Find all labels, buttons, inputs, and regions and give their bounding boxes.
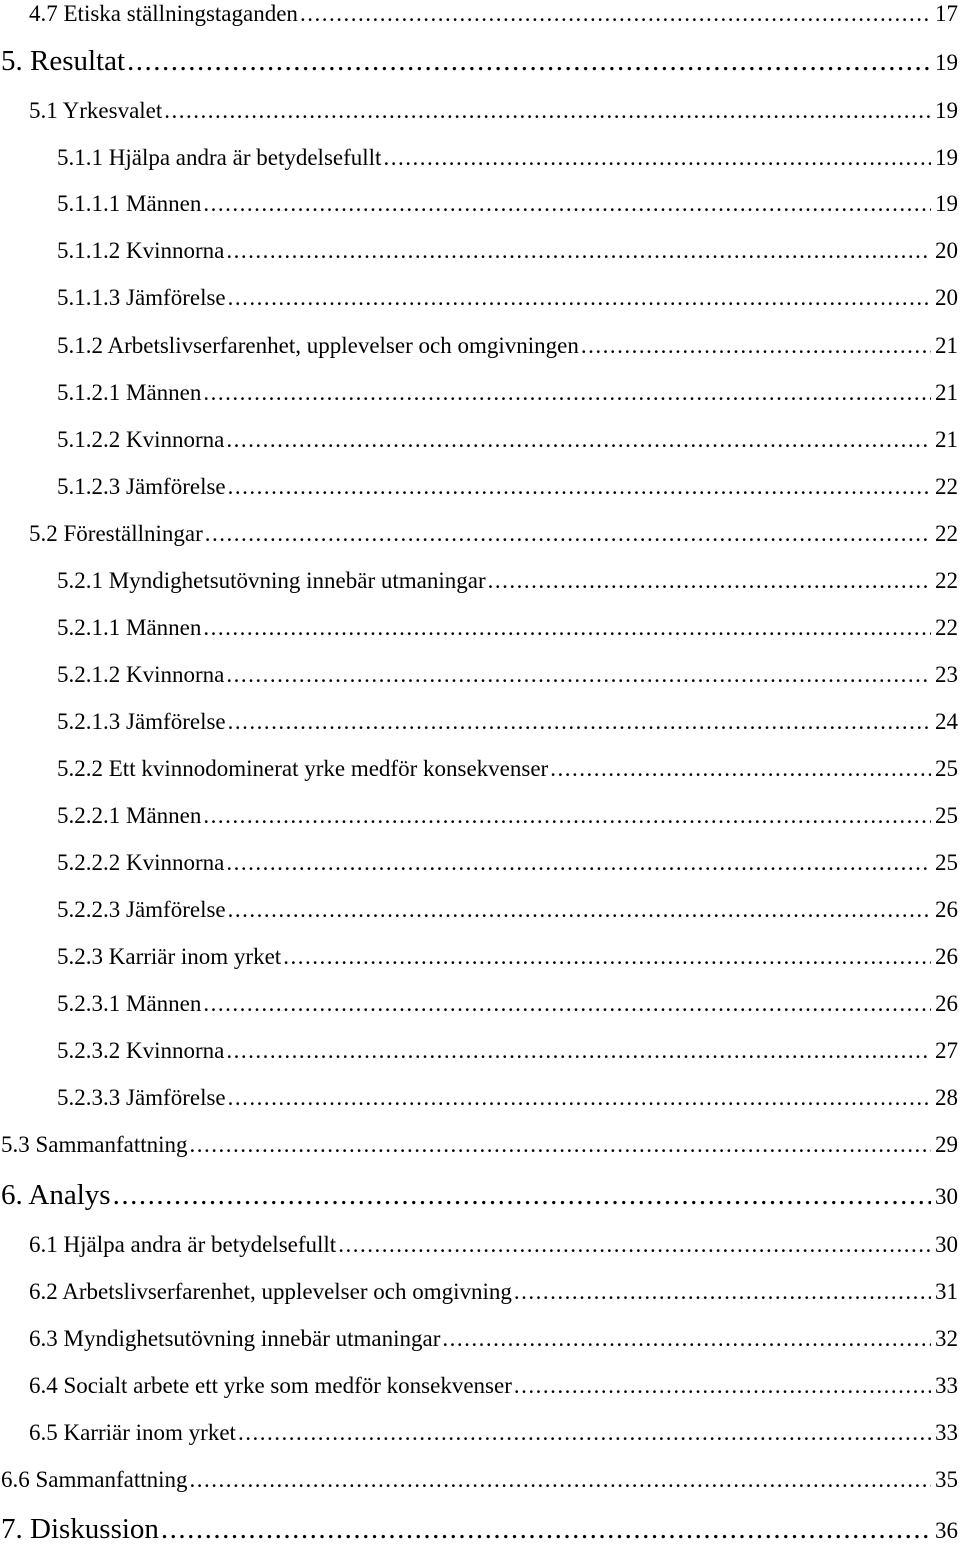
- dot-leader: [228, 284, 931, 312]
- toc-entry-page: 30: [935, 1184, 958, 1209]
- toc-entry[interactable]: [57, 614, 958, 642]
- toc-entry-page: 19: [935, 98, 958, 123]
- toc-entry-label: 5.2.3.1 Männen: [57, 991, 202, 1016]
- toc-entry[interactable]: [57, 661, 958, 689]
- toc-entry[interactable]: [29, 97, 958, 125]
- toc-entry-page: 25: [935, 756, 958, 781]
- dot-leader: [338, 1231, 931, 1259]
- dot-leader: [514, 1278, 931, 1306]
- toc-entry[interactable]: [57, 237, 958, 265]
- dot-leader: [228, 473, 931, 501]
- toc-entry-label: 6.4 Socialt arbete ett yrke som medför konsekvenser: [29, 1373, 512, 1398]
- toc-entry[interactable]: [57, 379, 958, 407]
- dot-leader: [226, 849, 931, 877]
- toc-entry-label: 5.2.2.2 Kvinnorna: [57, 850, 225, 875]
- toc-entry[interactable]: [1, 1466, 958, 1494]
- toc-entry-label: 6.5 Karriär inom yrket: [29, 1420, 236, 1445]
- toc-entry-page: 21: [935, 380, 958, 405]
- toc-entry-label: 5.1.2.3 Jämförelse: [57, 474, 226, 499]
- toc-entry-label: 6.2 Arbetslivserfarenhet, upplevelser och omgivning: [29, 1279, 512, 1304]
- dot-leader: [203, 379, 931, 407]
- toc-chapter-entry[interactable]: [1, 44, 958, 80]
- dot-leader: [300, 0, 931, 28]
- toc-entry-label: 5.2 Föreställningar: [29, 521, 203, 546]
- dot-leader: [550, 755, 931, 783]
- toc-entry[interactable]: [57, 802, 958, 830]
- dot-leader: [581, 332, 931, 360]
- toc-entry[interactable]: [57, 284, 958, 312]
- toc-entry-page: 26: [935, 991, 958, 1016]
- dot-leader: [127, 44, 931, 78]
- dot-leader: [383, 144, 931, 172]
- dot-leader: [203, 802, 931, 830]
- dot-leader: [113, 1178, 931, 1212]
- toc-entry[interactable]: [57, 426, 958, 454]
- toc-entry-label: 5.2.1.1 Männen: [57, 615, 202, 640]
- dot-leader: [190, 1131, 931, 1159]
- toc-entry-page: 21: [935, 333, 958, 358]
- toc-entry[interactable]: [1, 1131, 958, 1159]
- toc-entry-label: 6.1 Hjälpa andra är betydelsefullt: [29, 1232, 337, 1257]
- toc-entry-page: 31: [935, 1279, 958, 1304]
- toc-entry-label: 5. Resultat: [1, 45, 126, 77]
- dot-leader: [161, 1512, 931, 1546]
- toc-entry-label: 5.2.1 Myndighetsutövning innebär utmaningar: [57, 568, 486, 593]
- toc-entry[interactable]: [57, 943, 958, 971]
- toc-entry-label: 6.6 Sammanfattning: [1, 1467, 188, 1492]
- toc-entry-label: 5.2.3 Karriär inom yrket: [57, 944, 282, 969]
- toc-entry[interactable]: [29, 0, 958, 28]
- dot-leader: [226, 237, 931, 265]
- toc-entry-label: 5.1 Yrkesvalet: [29, 98, 163, 123]
- toc-entry-page: 29: [935, 1132, 958, 1157]
- toc-entry[interactable]: [57, 473, 958, 501]
- toc-entry-page: 22: [935, 474, 958, 499]
- dot-leader: [164, 97, 931, 125]
- toc-entry[interactable]: [29, 1325, 958, 1353]
- toc-entry-label: 6. Analys: [1, 1179, 111, 1211]
- toc-entry-page: 23: [935, 662, 958, 687]
- dot-leader: [238, 1419, 931, 1447]
- toc-entry-page: 19: [935, 191, 958, 216]
- toc-entry[interactable]: [57, 990, 958, 1018]
- toc-entry[interactable]: [57, 849, 958, 877]
- toc-entry-page: 25: [935, 850, 958, 875]
- toc-entry-page: 28: [935, 1085, 958, 1110]
- dot-leader: [226, 426, 931, 454]
- dot-leader: [203, 190, 931, 218]
- toc-entry-label: 5.1.1.2 Kvinnorna: [57, 238, 225, 263]
- toc-chapter-entry[interactable]: [1, 1512, 958, 1548]
- dot-leader: [203, 990, 931, 1018]
- toc-entry-page: 21: [935, 427, 958, 452]
- toc-entry-page: 26: [935, 897, 958, 922]
- dot-leader: [226, 1037, 931, 1065]
- toc-entry[interactable]: [57, 755, 958, 783]
- toc-entry-label: 7. Diskussion: [1, 1513, 159, 1545]
- toc-entry-page: 20: [935, 238, 958, 263]
- toc-entry[interactable]: [29, 1372, 958, 1400]
- toc-entry-label: 5.2.1.3 Jämförelse: [57, 709, 226, 734]
- toc-entry[interactable]: [57, 332, 958, 360]
- toc-entry[interactable]: [57, 1084, 958, 1112]
- toc-entry-page: 22: [935, 568, 958, 593]
- dot-leader: [228, 1084, 931, 1112]
- toc-entry[interactable]: [57, 1037, 958, 1065]
- toc-entry[interactable]: [29, 520, 958, 548]
- toc-entry-page: 33: [935, 1420, 958, 1445]
- dot-leader: [205, 520, 931, 548]
- toc-entry-label: 5.2.3.3 Jämförelse: [57, 1085, 226, 1110]
- toc-entry[interactable]: [57, 190, 958, 218]
- toc-entry-page: 26: [935, 944, 958, 969]
- toc-entry[interactable]: [57, 144, 958, 172]
- dot-leader: [203, 614, 931, 642]
- toc-entry-page: 27: [935, 1038, 958, 1063]
- toc-entry-label: 5.2.2.1 Männen: [57, 803, 202, 828]
- toc-entry-page: 36: [935, 1518, 958, 1543]
- toc-entry[interactable]: [57, 896, 958, 924]
- toc-entry-label: 5.2.2.3 Jämförelse: [57, 897, 226, 922]
- toc-entry-label: 5.1.1 Hjälpa andra är betydelsefullt: [57, 145, 382, 170]
- dot-leader: [226, 661, 931, 689]
- dot-leader: [228, 896, 931, 924]
- dot-leader: [190, 1466, 931, 1494]
- toc-entry-page: 35: [935, 1467, 958, 1492]
- toc-entry-label: 5.1.2 Arbetslivserfarenhet, upplevelser och omgivningen: [57, 333, 579, 358]
- toc-entry-label: 5.1.1.3 Jämförelse: [57, 285, 226, 310]
- toc-entry[interactable]: [29, 1278, 958, 1306]
- toc-entry-label: 5.2.2 Ett kvinnodominerat yrke medför konsekvenser: [57, 756, 549, 781]
- dot-leader: [514, 1372, 931, 1400]
- dot-leader: [488, 567, 931, 595]
- toc-entry-page: 19: [935, 145, 958, 170]
- toc-entry[interactable]: [57, 567, 958, 595]
- toc-entry[interactable]: [57, 708, 958, 736]
- toc-entry-page: 19: [935, 50, 958, 75]
- toc-entry-label: 6.3 Myndighetsutövning innebär utmaningar: [29, 1326, 441, 1351]
- toc-entry-page: 32: [935, 1326, 958, 1351]
- toc-entry-label: 5.1.2.2 Kvinnorna: [57, 427, 225, 452]
- toc-entry-label: 4.7 Etiska ställningstaganden: [29, 1, 298, 26]
- toc-entry-page: 17: [935, 1, 958, 26]
- toc-entry-label: 5.2.1.2 Kvinnorna: [57, 662, 225, 687]
- toc-entry-page: 24: [935, 709, 958, 734]
- toc-entry-label: 5.3 Sammanfattning: [1, 1132, 188, 1157]
- toc-entry-page: 25: [935, 803, 958, 828]
- toc-entry-page: 22: [935, 521, 958, 546]
- toc-entry-label: 5.2.3.2 Kvinnorna: [57, 1038, 225, 1063]
- toc-entry-page: 20: [935, 285, 958, 310]
- dot-leader: [442, 1325, 931, 1353]
- dot-leader: [228, 708, 931, 736]
- toc-entry[interactable]: [29, 1419, 958, 1447]
- dot-leader: [283, 943, 931, 971]
- toc-entry-page: 22: [935, 615, 958, 640]
- toc-entry-label: 5.1.1.1 Männen: [57, 191, 202, 216]
- toc-entry[interactable]: [29, 1231, 958, 1259]
- toc-entry-label: 5.1.2.1 Männen: [57, 380, 202, 405]
- toc-entry-page: 33: [935, 1373, 958, 1398]
- toc-chapter-entry[interactable]: [1, 1178, 958, 1214]
- toc-entry-page: 30: [935, 1232, 958, 1257]
